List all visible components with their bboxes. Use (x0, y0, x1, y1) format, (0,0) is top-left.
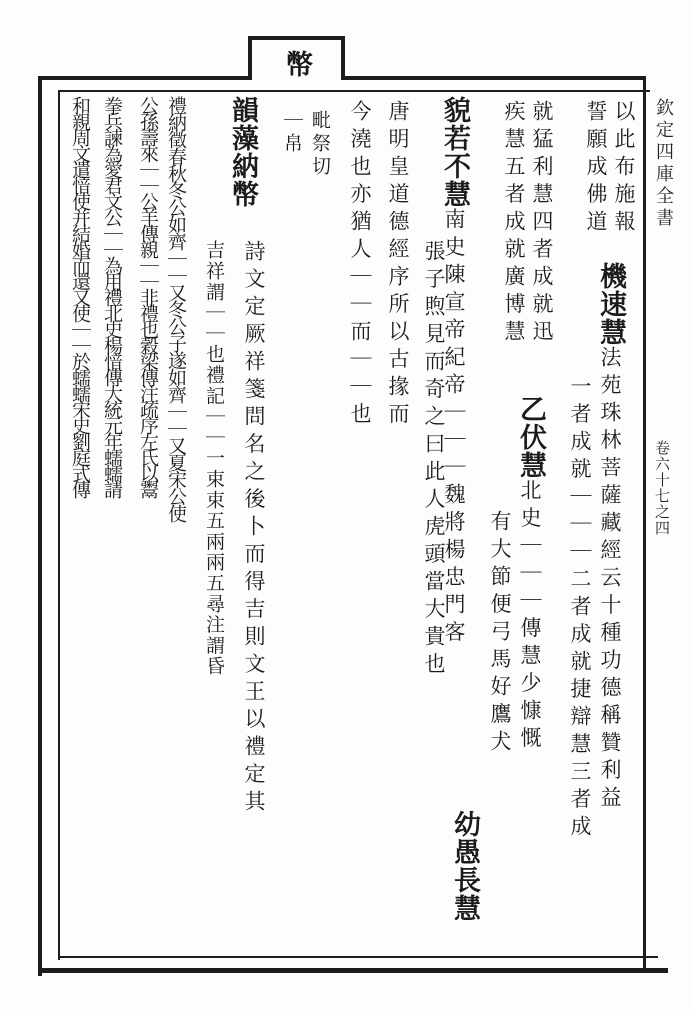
text-column-1b (582, 100, 610, 238)
headword-yifu: 乙伏慧 (515, 395, 546, 479)
tab-left (248, 36, 252, 80)
column-1b-text: 誓願成佛道 (584, 100, 608, 238)
headword-yunzao: 韻藻納幣 (227, 96, 258, 208)
text-column-7 (384, 100, 412, 430)
frame-left (38, 76, 42, 976)
headword-jisu: 機速慧 (595, 262, 626, 346)
entry-yunzao-text (240, 240, 268, 818)
text-column-13 (162, 96, 190, 521)
text-column-16 (66, 96, 94, 496)
column-1a-text: 以此布施報 (612, 100, 636, 238)
entry-yunzao (228, 96, 256, 208)
column-14-text: 公孫壽來｜｜公羊傳親｜｜非禮也穀梁傳注疏序左氏以鬻 (137, 96, 159, 496)
frame-bottom (38, 968, 668, 973)
text-column-6 (420, 240, 448, 680)
text-column-3 (528, 100, 556, 348)
frame-top-left (38, 76, 250, 80)
frame-left-inner (58, 90, 60, 960)
frame-top-right (343, 76, 643, 80)
entry-yifu-cont (486, 510, 514, 758)
column-12-text: 吉祥謂｜｜也禮記｜｜一束束五兩兩五尋注謂昏 (203, 240, 225, 677)
tab-right (341, 36, 345, 80)
column-3-text: 就猛利慧四者成就迅 (530, 100, 554, 348)
tab-headword (282, 50, 310, 78)
text-column-8 (346, 100, 374, 430)
margin-right-line (643, 76, 646, 971)
column-13-text: 禮納徵春秋冬公如齊｜｜又冬公子遂如齊｜｜又夏宋公使 (165, 96, 187, 521)
entry-yifu-cont-text: 有大節便弓馬好鷹犬 (488, 510, 512, 758)
entry-jisu-text: 法苑珠林菩薩藏經云十種功德稱贊利益 (598, 346, 622, 814)
bi-bo-column (278, 110, 306, 156)
entry-youyu (450, 810, 478, 922)
text-column-15 (98, 96, 126, 496)
text-column-12 (200, 240, 228, 677)
bi-bo-text: ｜帛 (281, 110, 303, 156)
headword-bi: 幣 (281, 50, 312, 78)
text-column-4 (500, 100, 528, 348)
volume-label: 卷六十七之四 (653, 440, 671, 536)
headword-maoruo: 貌若不慧 (439, 96, 470, 208)
column-8-text: 今澆也亦猶人｜｜而｜｜也 (348, 100, 372, 430)
entry-jisu-cont-text: 一者成就｜｜｜二者成就捷辯慧三者成 (568, 375, 592, 843)
entry-yunzao-text-1: 詩文定厥祥箋問名之後卜而得吉則文王以禮定其 (242, 240, 266, 818)
frame-bottom-inner (58, 956, 658, 958)
column-16-text: 和親周文遣愔使并結婚而還又使｜｜於蠕蠕宋史劉庭式傳 (69, 96, 91, 496)
book-title: 欽定四庫全書 (653, 98, 674, 230)
entry-maoruo-text: 南史陳宣帝紀帝｜｜｜魏將楊忠門客 (442, 208, 466, 648)
text-column-1a (610, 100, 638, 238)
entry-jisu (596, 262, 624, 814)
column-6-text: 張子煦見而奇之曰此人虎頭當大貴也 (422, 240, 446, 680)
entry-yifu-text: 北史｜｜｜傳慧少慷慨 (518, 479, 542, 754)
text-column-14 (134, 96, 162, 496)
pronunciation-text: 毗祭切 (309, 110, 331, 179)
column-4-text: 疾慧五者成就廣博慧 (502, 100, 526, 348)
column-7-text: 唐明皇道德經序所以古掾而 (386, 100, 410, 430)
frame-inner-top (60, 90, 650, 92)
headword-youyu: 幼愚長慧 (449, 810, 480, 922)
column-15-text: 拳兵諫為愛君文公｜｜為用禮北史楊愔傳大統元年蠕蠕請 (101, 96, 123, 496)
entry-jisu-cont (566, 375, 594, 843)
entry-yifu (516, 395, 544, 754)
pronunciation-column (306, 110, 334, 179)
tab-top (248, 36, 345, 40)
